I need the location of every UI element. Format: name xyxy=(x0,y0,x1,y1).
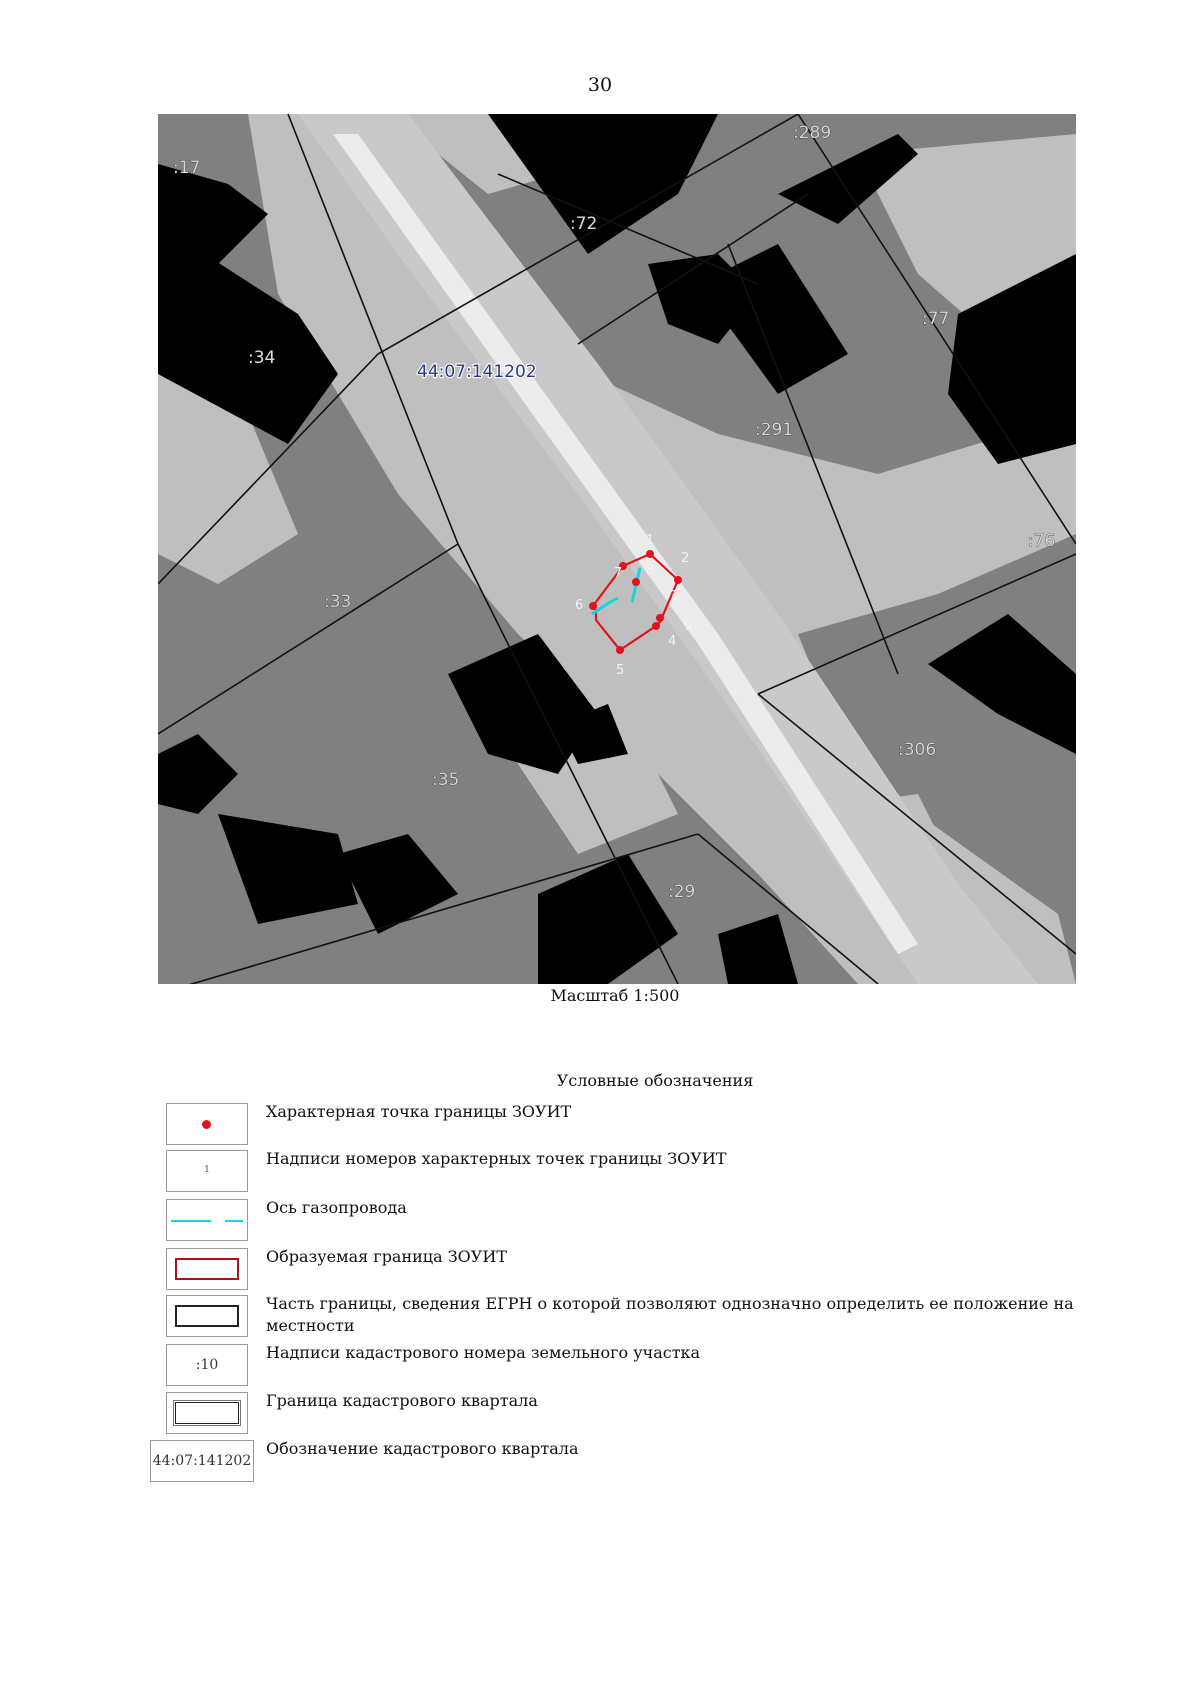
legend-text: Характерная точка границы ЗОУИТ xyxy=(266,1102,572,1121)
dash-icon xyxy=(225,1220,243,1222)
parcel-label: :34 xyxy=(248,348,276,368)
cadastral-map[interactable] xyxy=(158,114,1076,984)
black-rect-icon xyxy=(175,1305,239,1327)
parcel-number-swatch xyxy=(166,1344,248,1386)
point-label: 3 xyxy=(670,589,679,604)
legend-text: Надписи номеров характерных точек границы ЗОУИТ xyxy=(266,1149,727,1168)
quarter-boundary-swatch xyxy=(166,1392,248,1434)
point-label: 2 xyxy=(681,551,690,566)
quarter-label-swatch xyxy=(150,1440,254,1482)
legend-text: Надписи кадастрового номера земельного участка xyxy=(266,1343,701,1362)
parcel-label: :33 xyxy=(324,592,352,612)
parcel-label: :35 xyxy=(432,770,460,790)
parcel-label: :76 xyxy=(1028,531,1056,551)
egrn-boundary-swatch xyxy=(166,1295,248,1337)
double-rect-icon xyxy=(175,1402,239,1424)
point-label: 7 xyxy=(614,566,623,581)
gas-axis-swatch xyxy=(166,1199,248,1241)
legend-title: Условные обозначения xyxy=(556,1071,754,1090)
parcel-number-sample: :10 xyxy=(195,1357,219,1373)
legend-text: Часть границы, сведения ЕГРН о которой позволяют однозначно определить ее положение на местности xyxy=(266,1294,1074,1335)
parcel-label: :306 xyxy=(898,740,937,760)
red-rect-icon xyxy=(175,1258,239,1280)
point-label: 1 xyxy=(646,533,655,548)
point-label: 8 xyxy=(646,563,655,578)
parcel-label: :72 xyxy=(570,214,598,234)
point-label: 4 xyxy=(668,634,677,649)
quarter-label-sample: 44:07:141202 xyxy=(152,1453,252,1469)
red-dot-swatch xyxy=(166,1103,248,1145)
point-icon xyxy=(202,1120,211,1129)
scale-caption: Масштаб 1:500 xyxy=(550,986,680,1005)
point-number-swatch xyxy=(166,1150,248,1192)
parcel-label: :77 xyxy=(922,309,950,329)
point-label: 6 xyxy=(575,598,584,613)
parcel-label: :289 xyxy=(793,123,832,143)
point-label: 5 xyxy=(616,663,625,678)
page-number: 30 xyxy=(587,74,613,96)
legend-text: Граница кадастрового квартала xyxy=(266,1391,538,1410)
parcel-label: :17 xyxy=(173,158,201,178)
parcel-label: :29 xyxy=(668,882,696,902)
dash-icon xyxy=(171,1220,211,1222)
legend-text: Обозначение кадастрового квартала xyxy=(266,1439,579,1458)
zouit-boundary-swatch xyxy=(166,1248,248,1290)
legend-text: Ось газопровода xyxy=(266,1198,407,1217)
quarter-label: 44:07:141202 xyxy=(417,362,537,382)
legend-text: Образуемая граница ЗОУИТ xyxy=(266,1247,507,1266)
point-label: 9 xyxy=(684,619,693,634)
point-number-sample: 1 xyxy=(204,1165,210,1175)
parcel-label: :291 xyxy=(755,420,794,440)
